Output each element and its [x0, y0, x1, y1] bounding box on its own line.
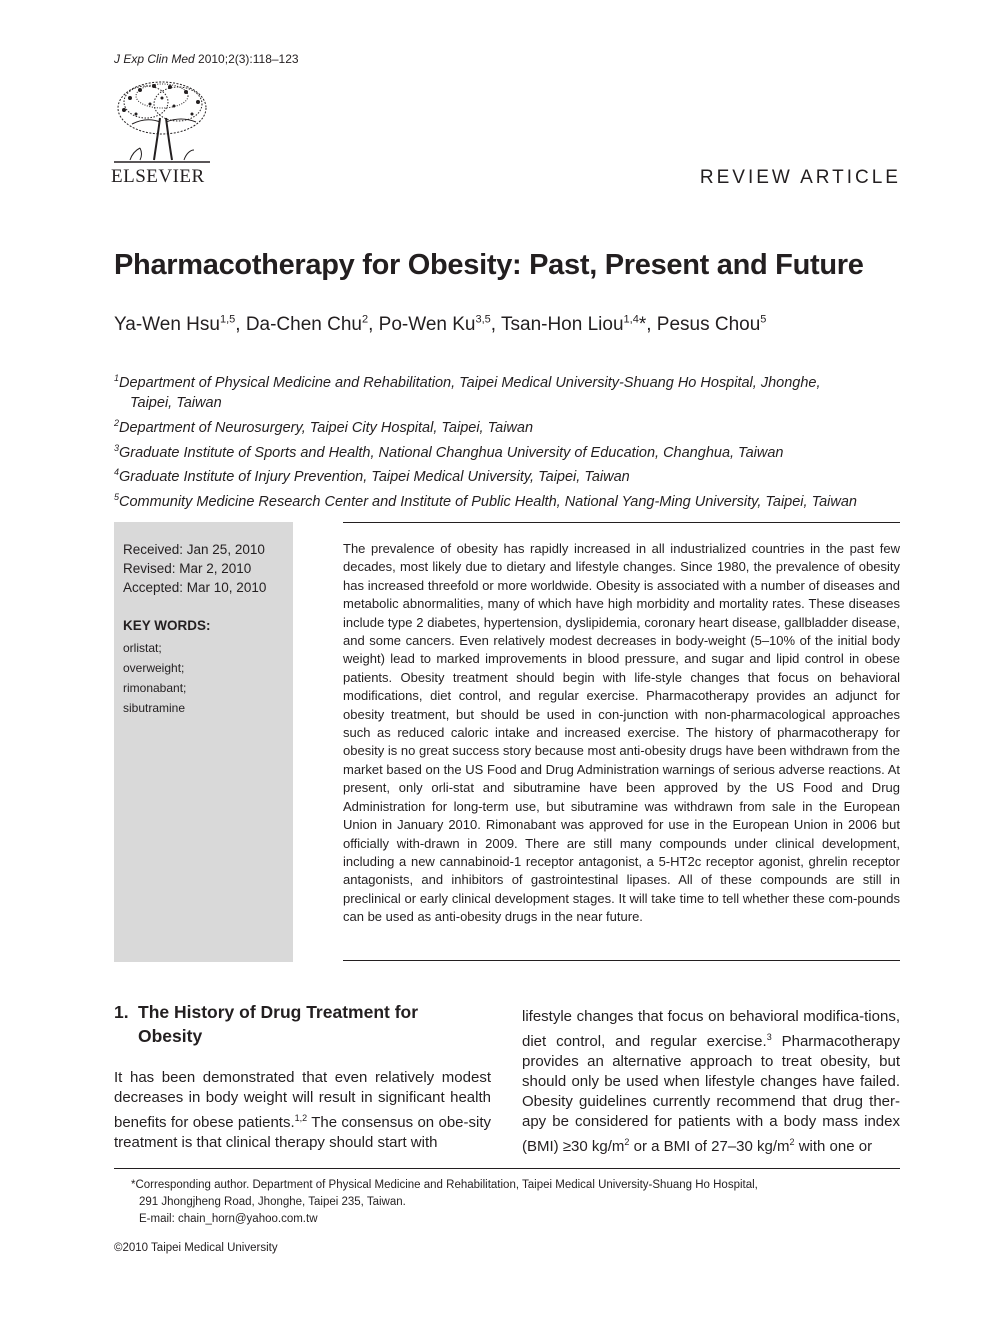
- author: Pesus Chou$^5$: [656, 314, 767, 336]
- affiliation-list: [114, 368, 904, 512]
- article-type: REVIEW ARTICLE: [699, 167, 901, 188]
- author-list: [114, 314, 766, 336]
- affiliation: $^5$Community Medicine Research Center and Institute of Public Health, National Yang-Ming University, Taipei, Taiwan: [114, 492, 858, 511]
- publisher-logo-text: ELSEVIER: [111, 166, 205, 187]
- author: Da-Chen Chu$^2$,: [245, 314, 379, 336]
- body-text-right-column: lifestyle changes that focus on behavioral modifica-tions, diet control, and regular exercise.$^3$ Pharmacotherapy provides an alternative approach to treat obesity, but should only be used when lifestyle changes have failed. Obesity guidelines currently recommend that drug ther-apy be considered for patients with a body mass index (BMI) ≥30 $kg/m^2$ or a BMI of 27–30 $kg/m^2$ with one or: [522, 1008, 900, 1155]
- citation-ref: 1,2: [294, 1113, 308, 1123]
- author: Tsan-Hon Liou$^{1,4}$*,: [501, 314, 657, 336]
- author: Ya-Wen Hsu$^{1,5}$,: [114, 314, 246, 336]
- keyword: rimonabant;: [123, 681, 187, 695]
- accepted-date: Accepted: Mar 10, 2010: [123, 580, 267, 595]
- keyword: orlistat;: [123, 641, 162, 655]
- article-title: Pharmacotherapy for Obesity: Past, Present and Future: [114, 249, 864, 281]
- affiliation: $^4$Graduate Institute of Injury Prevention, Taipei Medical University, Taipei, Taiwan: [114, 467, 630, 486]
- received-date: Received: Jan 25, 2010: [123, 542, 265, 557]
- affiliation-continuation: Taipei, Taiwan: [130, 394, 222, 411]
- affiliation: $^3$Graduate Institute of Sports and Health, National Changhua University of Education, Changhua, Taiwan: [114, 442, 784, 461]
- keyword: overweight;: [123, 661, 185, 675]
- footnote-rule: [114, 1168, 900, 1169]
- body-text-left-column: It has been demonstrated that even relatively modest decreases in body weight will result in significant health benefits for obese patients.$^{1,2}$ The consensus on obe-sity treatment is that clinical therapy should start with: [114, 1069, 491, 1151]
- author: Po-Wen Ku$^{3,5}$,: [378, 314, 501, 336]
- journal-name: J Exp Clin Med: [114, 52, 195, 66]
- abstract-top-rule: [343, 522, 900, 523]
- abstract-bottom-rule: [343, 960, 900, 961]
- citation-ref: 3: [766, 1032, 772, 1042]
- keyword-list: [123, 638, 186, 718]
- corresponding-author-footnote: *Corresponding author. Department of Physical Medicine and Rehabilitation, Taipei Medical University-Shuang Ho Hospital, 291 Jhongjheng Road, Jhonghe, Taipei 235, Taiwan. E-mail: chain_horn@yahoo.com.tw: [131, 1177, 891, 1228]
- keyword: sibutramine: [123, 701, 186, 715]
- section-title: The History of Drug Treatment for Obesity: [138, 1002, 419, 1046]
- affiliation: $^1$Department of Physical Medicine and Rehabilitation, Taipei Medical University-Shuang Ho Hospital, Jhonghe,: [114, 373, 821, 391]
- copyright-notice: ©2010 Taipei Medical University: [114, 1242, 278, 1254]
- affiliation: $^2$Department of Neurosurgery, Taipei City Hospital, Taipei, Taiwan: [114, 417, 534, 436]
- keywords-heading: KEY WORDS:: [123, 618, 211, 633]
- corresponding-email: E-mail: chain_horn@yahoo.com.tw: [139, 1213, 318, 1225]
- journal-volume-pages: 2010;2(3):118–123: [194, 52, 299, 66]
- journal-citation: [114, 52, 299, 66]
- revised-date: Revised: Mar 2, 2010: [123, 561, 252, 576]
- abstract: The prevalence of obesity has rapidly increased in all industrialized countries in the past few decades, most likely due to dietary and lifestyle changes. Since 1980, the prevalence of obesity has increased threefold or more worldwide. Obesity is associated with a number of diseases and metabolic abnormalities, many of which have high morbidity and mortality rates. These diseases include type 2 diabetes, hypertension, dyslipidemia, coronary heart disease, gallbladder disease, and some cancers. Even relatively modest decreases in body-weight (5–10% of the initial body weight) lead to marked improvements in blood pressure, and sugar and lipid control in obese patients. Obesity treatment should begin with life-style changes that focus on behavioral modifications, diet control, and regular exercise. Pharmacotherapy provides an adjunct for obesity treatment, but should be used in con-junction with non-pharmacological approaches such as reduced caloric intake and increased exercise. The history of pharmacotherapy for obesity is no great success story because most anti-obesity drugs have been withdrawn from the market based on the US Food and Drug Administration warnings of serious adverse reactions. At present, only orli-stat and sibutramine have been approved by the US Food and Drug Administration for long-term use, but sibutramine was withdrawn from sale in the European Union in January 2010. Rimonabant was approved for use in the European Union in 2006 but officially with-drawn in 2009. There are still many compounds under clinical development, including a new cannabinoid-1 receptor antagonist, a 5-HT2c receptor agonist, ghrelin receptor antagonists, and inhibitors of gastrointestinal lipases. All of these compounds are still in preclinical or early clinical development stages. It will take time to tell whether these com-pounds can be used as anti-obesity drugs in the near future.: [343, 541, 900, 925]
- section-number: 1.: [114, 1002, 129, 1022]
- article-dates: [123, 540, 266, 597]
